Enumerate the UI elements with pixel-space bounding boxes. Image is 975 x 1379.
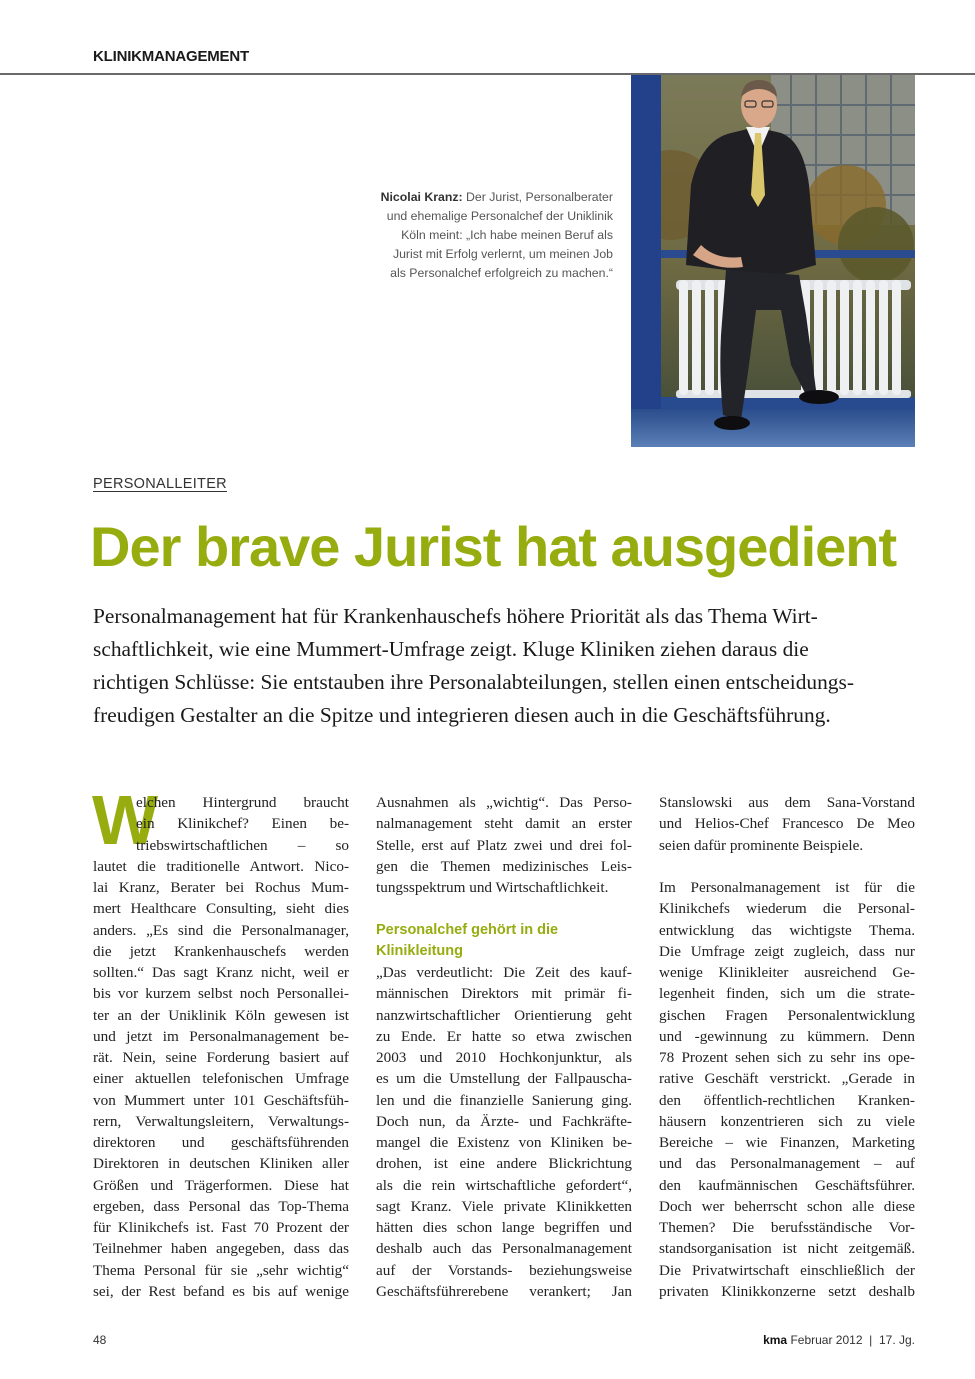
body-text-line: mangel die Existenz von Kliniken be- <box>376 1134 632 1151</box>
body-text-line: direktoren und geschäftsführenden <box>93 1134 349 1151</box>
body-text-line: und Helios-Chef Francesco De Meo <box>659 815 915 833</box>
subheading-line: Klinikleitung <box>376 942 463 959</box>
body-text-line: Größen und Trägerformen. Diese hat <box>93 1176 349 1194</box>
body-text-line: Direktoren in deutschen Kliniken aller <box>93 1155 349 1173</box>
body-text-line: und das Personalmanagement – auf <box>659 1155 915 1173</box>
body-text-line: Die Umfrage zeigt zugleich, dass nur <box>659 942 915 960</box>
body-text-line: und -gewinnung zu kümmern. Denn <box>659 1027 915 1045</box>
body-text-line: Thema Personal für sie „sehr wichtig“ <box>93 1261 349 1279</box>
body-text-line: triebswirtschaftlichen – so <box>136 836 349 854</box>
body-text-line: ergeben, dass Personal das Top-Thema <box>93 1197 349 1215</box>
body-text-line: bis vor kurzem selbst noch Personallei- <box>93 985 349 1003</box>
photo-caption <box>363 188 613 283</box>
body-text-line: von Mummert unter 101 Geschäftsfüh- <box>93 1091 349 1109</box>
body-text-line: es um die Umstellung der Fallpauscha- <box>376 1070 632 1088</box>
body-text-line: 2003 und 2010 Hochkonjunktur, als <box>376 1049 632 1066</box>
body-text-line: die jetzt Krankenhauschefs werden <box>93 942 349 960</box>
subheading-line: Personalchef gehört in die <box>376 921 559 938</box>
article-headline: Der brave Jurist hat ausgedient <box>90 515 897 578</box>
body-text-line: Geschäftsführerebene verankert; Jan <box>376 1282 632 1300</box>
body-column-2 <box>376 792 632 1302</box>
body-column-1 <box>92 781 349 1302</box>
caption-line-0-text: Der Jurist, Personalberater <box>466 190 613 204</box>
body-text-line: len und die finanzielle Sanierung ging. <box>376 1091 632 1109</box>
body-text-line: zu Ende. Er hatte so etwa zwischen <box>376 1027 632 1045</box>
body-text-line: lautet die traditionelle Antwort. Nico- <box>93 857 349 875</box>
body-text-line: legenheit finden, sich um die strate- <box>659 985 915 1003</box>
body-text-line: rern, Verwaltungsleitern, Verwaltungs- <box>93 1112 349 1130</box>
body-text-line: mert Healthcare Consulting, sieht dies <box>93 900 349 918</box>
body-text-line: „Das verdeutlicht: Die Zeit des kauf- <box>376 964 632 981</box>
body-text-line: nanzwirtschaftlicher Orientierung geht <box>376 1006 632 1024</box>
body-text-line: als die rein wirtschaftliche gefordert“, <box>376 1176 632 1194</box>
body-text-line: hätten dies schon lange begriffen und <box>376 1219 632 1236</box>
body-text-line: standsorganisation ist nicht zeitgemäß. <box>659 1240 915 1258</box>
page-number: 48 <box>93 1333 107 1347</box>
body-text-line: Die Privatwirtschaft einschließlich der <box>659 1261 915 1279</box>
body-text-line: Doch wer beherrscht schon alle diese <box>659 1197 915 1215</box>
lead-line: schaftlichkeit, wie eine Mummert-Umfrage zeigt. Kluge Kliniken ziehen daraus die <box>93 637 809 661</box>
caption-line-0 <box>363 188 613 207</box>
body-text-line: Klinikchefs wiederum die Personal- <box>659 900 915 918</box>
article-lead <box>93 600 893 732</box>
body-text-line: Stelle, erst auf Platz zwei und drei fol- <box>376 836 632 854</box>
body-text-line: tungsspektrum und Wirtschaftlichkeit. <box>376 879 609 896</box>
body-text-line: Bereiche – wie Finanzen, Marketing <box>659 1134 915 1151</box>
body-text-line: für Klinikchefs ist. Fast 70 Prozent der <box>93 1219 349 1236</box>
body-text-line: Stanslowski aus dem Sana-Vorstand <box>659 794 915 811</box>
caption-person-name: Nicolai Kranz: <box>380 190 463 204</box>
body-text-line: Im Personalmanagement ist für die <box>659 879 915 896</box>
body-text-line: Themen? Die berufsständische Vor- <box>659 1219 915 1236</box>
paragraph-gap <box>659 856 915 877</box>
body-text-line: gen die Themen medizinisches Leis- <box>376 857 632 875</box>
body-text-line: wenige Klinikleiter ausreichend Ge- <box>659 964 915 981</box>
footer-issue-info <box>763 1333 915 1347</box>
body-text-line: rät. Nein, seine Forderung basiert auf <box>93 1049 349 1066</box>
lead-line: freudigen Gestalter an die Spitze und integrieren diesen auch in die Geschäftsführung. <box>93 703 831 727</box>
body-text-line: ter an der Uniklinik Köln gewesen ist <box>93 1006 349 1024</box>
body-text-line: gischen Fragen Personalentwicklung <box>659 1006 915 1024</box>
body-text-line: deshalb auch das Personalmanagement <box>376 1240 632 1258</box>
body-text-line: seien dafür prominente Beispiele. <box>659 836 864 854</box>
body-text-line: den kaufmännischen Geschäftsführer. <box>659 1176 915 1194</box>
body-text-line: ein Klinikchef? Einen be- <box>136 815 349 833</box>
caption-line-2: Köln meint: „Ich habe meinen Beruf als <box>401 228 613 242</box>
portrait-illustration <box>631 75 915 447</box>
lead-line: Personalmanagement hat für Krankenhauschefs höhere Priorität als das Thema Wirt- <box>93 604 818 628</box>
caption-line-1: und ehemalige Personalchef der Uniklinik <box>386 209 613 223</box>
body-text-line: entwicklung das wichtigste Thema. <box>659 921 915 939</box>
body-text-line: Ausnahmen als „wichtig“. Das Perso- <box>376 794 632 811</box>
section-label: KLINIKMANAGEMENT <box>93 48 249 65</box>
body-text-line: einer aktuellen telefonischen Umfrage <box>93 1070 349 1088</box>
body-text-line: männischen Direktors mit primär fi- <box>376 985 632 1003</box>
paragraph-gap <box>376 898 632 919</box>
caption-line-3: Jurist mit Erfolg verlernt, um meinen Job <box>392 247 613 261</box>
footer-issue: Februar 2012 <box>790 1333 863 1347</box>
caption-line-4: als Personalchef erfolgreich zu machen.“ <box>390 266 613 280</box>
body-text-line: häusern konzentrieren sich zu viele <box>659 1112 915 1130</box>
body-text-line: drohen, ist eine andere Blickrichtung <box>376 1155 632 1173</box>
body-text-line: sollten.“ Das sagt Kranz nicht, weil er <box>93 964 349 981</box>
body-text-line: 78 Prozent sehen sich zu sehr ins ope- <box>659 1049 915 1066</box>
body-text-line: Doch nun, da Ärzte- und Fachkräfte- <box>376 1112 632 1130</box>
body-text-line: rative Geschäft verstrickt. „Gerade in <box>659 1070 915 1088</box>
drop-cap: W <box>92 781 159 859</box>
body-text-line: elchen Hintergrund braucht <box>136 794 349 811</box>
body-text-line: sei, der Rest befand es bis auf wenige <box>93 1282 349 1300</box>
body-text-line: nalmanagement steht damit an erster <box>376 815 632 833</box>
portrait-photo <box>631 75 915 447</box>
body-text-line: und jetzt im Personalmanagement be- <box>93 1027 349 1045</box>
body-column-3 <box>659 792 915 1302</box>
body-text-line: den öffentlich-rechtlichen Kranken- <box>659 1091 915 1109</box>
body-text-line: lai Kranz, Berater bei Rochus Mum- <box>93 879 349 896</box>
body-text-line: auf der Vorstands- beziehungsweise <box>376 1261 632 1279</box>
footer-brand: kma <box>763 1333 788 1347</box>
footer-separator: | <box>869 1333 873 1347</box>
body-text-line: anders. „Es sind die Personalmanager, <box>93 921 349 939</box>
body-text-line: Teilnehmer haben angegeben, dass das <box>93 1240 349 1258</box>
lead-line: richtigen Schlüsse: Sie entstauben ihre Personalabteilungen, stellen einen entscheidungs- <box>93 670 854 694</box>
body-text-line: sagt Kranz. Viele private Klinikketten <box>376 1197 632 1215</box>
article-kicker: PERSONALLEITER <box>93 476 227 492</box>
footer-volume: 17. Jg. <box>878 1333 915 1347</box>
body-text-line: privaten Klinikkonzerne setzt deshalb <box>659 1282 915 1300</box>
